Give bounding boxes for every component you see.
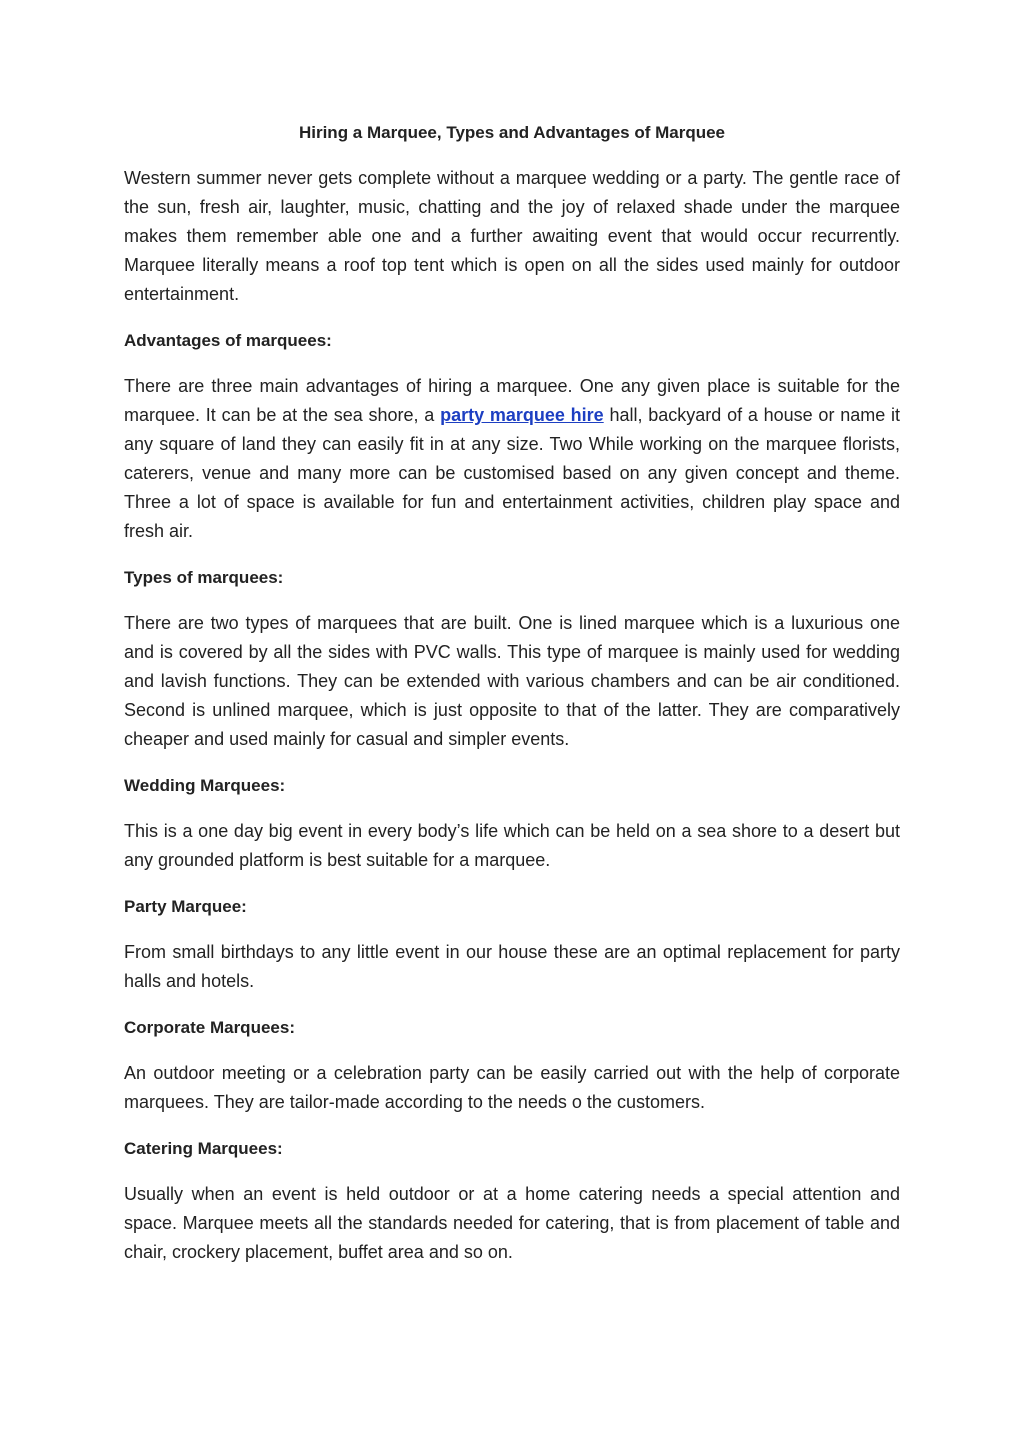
advantages-text-before-link: There are three main advantages of hiring a marquee. One any given place is suitable for the marquee. It can be at the sea shore, a bbox=[124, 376, 900, 425]
catering-heading: Catering Marquees: bbox=[124, 1139, 283, 1158]
party-marquee-hire-link[interactable]: party marquee hire bbox=[440, 405, 604, 425]
corporate-paragraph: An outdoor meeting or a celebration party can be easily carried out with the help of corporate marquees. They are tailor-made according to the needs o the customers. bbox=[124, 1063, 900, 1112]
advantages-paragraph bbox=[124, 372, 900, 546]
catering-paragraph: Usually when an event is held outdoor or at a home catering needs a special attention and space. Marquee meets all the standards needed for catering, that is from placement of table and chair, crockery placement, buffet area and so on. bbox=[124, 1184, 900, 1262]
corporate-heading: Corporate Marquees: bbox=[124, 1018, 295, 1037]
intro-paragraph: Western summer never gets complete without a marquee wedding or a party. The gentle race of the sun, fresh air, laughter, music, chatting and the joy of relaxed shade under the marquee makes them remember able one and a further awaiting event that would occur recurrently. Marquee literally means a roof top tent which is open on all the sides used mainly for outdoor entertainment. bbox=[124, 168, 900, 304]
document-title: Hiring a Marquee, Types and Advantages of Marquee bbox=[298, 123, 726, 142]
types-heading: Types of marquees: bbox=[124, 568, 284, 587]
types-paragraph: There are two types of marquees that are built. One is lined marquee which is a luxurious one and is covered by all the sides with PVC walls. This type of marquee is mainly used for wedding and lavish functions. They can be extended with various chambers and can be air conditioned. Second is unlined marquee, which is just opposite to that of the latter. They are comparatively cheaper and used mainly for casual and simpler events. bbox=[124, 613, 900, 749]
advantages-heading: Advantages of marquees: bbox=[124, 331, 332, 350]
advantages-text-after-link: hall, backyard of a house or name it any square of land they can easily fit in at any size. Two While working on the marquee florists, caterers, venue and many more can be customised based on any given concept and theme. Three a lot of space is available for fun and entertainment activities, children play space and fresh air. bbox=[124, 405, 900, 541]
wedding-paragraph: This is a one day big event in every body’s life which can be held on a sea shore to a desert but any grounded platform is best suitable for a marquee. bbox=[124, 821, 900, 870]
document-page bbox=[124, 118, 900, 1284]
party-paragraph: From small birthdays to any little event in our house these are an optimal replacement for party halls and hotels. bbox=[124, 942, 900, 991]
party-heading: Party Marquee: bbox=[124, 897, 247, 916]
wedding-heading: Wedding Marquees: bbox=[124, 776, 286, 795]
